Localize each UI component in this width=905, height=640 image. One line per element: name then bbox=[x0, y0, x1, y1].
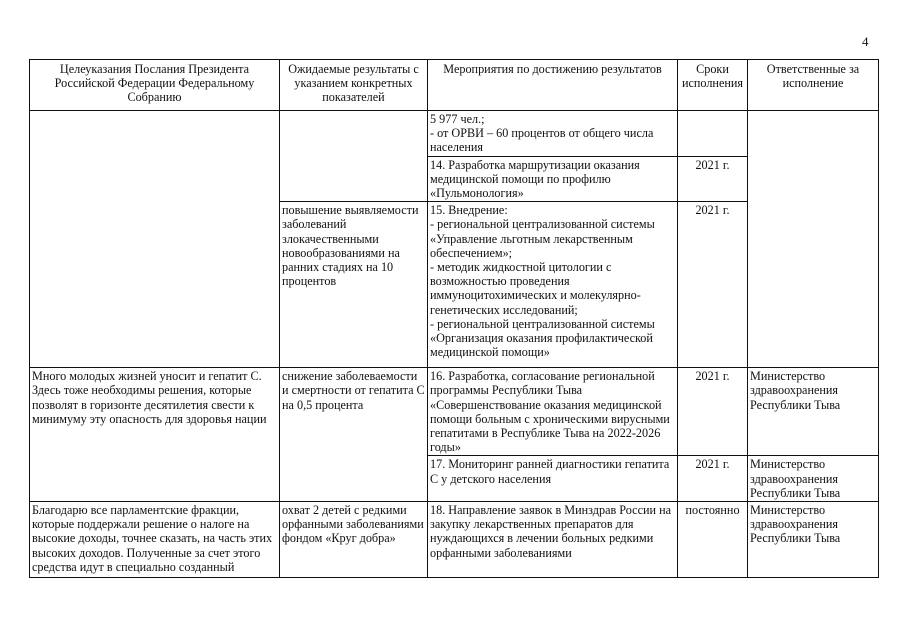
measure-cell: 5 977 чел.; - от ОРВИ – 60 процентов от общего числа населения bbox=[428, 111, 678, 157]
responsible-cell: Министерство здравоохранения Республики Тыва bbox=[748, 456, 879, 502]
header-row bbox=[30, 60, 879, 111]
table-row bbox=[30, 111, 879, 157]
term-cell: 2021 г. bbox=[678, 156, 748, 202]
result-cell: повышение выявляемости заболеваний злокачественными новообразованиями на ранних стадиях на 10 процентов bbox=[280, 202, 428, 368]
table-row bbox=[30, 502, 879, 578]
term-cell: постоянно bbox=[678, 502, 748, 578]
result-cell: снижение заболеваемости и смертности от гепатита С на 0,5 процента bbox=[280, 368, 428, 502]
term-cell: 2021 г. bbox=[678, 368, 748, 456]
term-cell: 2021 г. bbox=[678, 456, 748, 502]
header-goals: Целеуказания Послания Президента Российской Федерации Федеральному Собранию bbox=[30, 60, 280, 111]
responsible-cell: Министерство здравоохранения Республики Тыва bbox=[748, 502, 879, 578]
goal-cell: Много молодых жизней уносит и гепатит С. Здесь тоже необходимы решения, которые позволят в горизонте десятилетия свести к минимуму эту опасность для здоровья нации bbox=[30, 368, 280, 502]
term-cell-empty bbox=[678, 111, 748, 157]
header-terms: Сроки исполнения bbox=[678, 60, 748, 111]
header-results: Ожидаемые результаты с указанием конкретных показателей bbox=[280, 60, 428, 111]
responsible-cell: Министерство здравоохранения Республики Тыва bbox=[748, 368, 879, 456]
result-cell-empty bbox=[280, 111, 428, 202]
measure-cell: 14. Разработка маршрутизации оказания медицинской помощи по профилю «Пульмонология» bbox=[428, 156, 678, 202]
measure-cell: 15. Внедрение: - региональной централизованной системы «Управление льготным лекарственным обеспечением»; - методик жидкостной цитологии с возможностью проведения иммуноцитохимических и молекулярно-генетических исследований; - региональной централизованной системы «Организация оказания профилактической медицинской помощи» bbox=[428, 202, 678, 368]
measure-cell: 17. Мониторинг ранней диагностики гепатита С у детского населения bbox=[428, 456, 678, 502]
responsible-cell-empty bbox=[748, 111, 879, 368]
table-row bbox=[30, 368, 879, 456]
term-cell: 2021 г. bbox=[678, 202, 748, 368]
measure-cell: 16. Разработка, согласование региональной программы Республики Тыва «Совершенствование оказания медицинской помощи больным с хроническими вирусными гепатитами в Республике Тыва на 2022-2026 годы» bbox=[428, 368, 678, 456]
goal-cell: Благодарю все парламентские фракции, которые поддержали решение о налоге на высокие доходы, точнее сказать, на часть этих высоких доходов. Полученные за счет этого средства идут в специально созданный bbox=[30, 502, 280, 578]
measure-cell: 18. Направление заявок в Минздрав России на закупку лекарственных препаратов для нуждающихся в лечении больных редкими орфанными заболеваниями bbox=[428, 502, 678, 578]
goal-cell-empty bbox=[30, 111, 280, 368]
header-measures: Мероприятия по достижению результатов bbox=[428, 60, 678, 111]
header-responsible: Ответственные за исполнение bbox=[748, 60, 879, 111]
measures-table bbox=[29, 59, 879, 578]
result-cell: охват 2 детей с редкими орфанными заболеваниями фондом «Круг добра» bbox=[280, 502, 428, 578]
page-number: 4 bbox=[862, 34, 869, 49]
